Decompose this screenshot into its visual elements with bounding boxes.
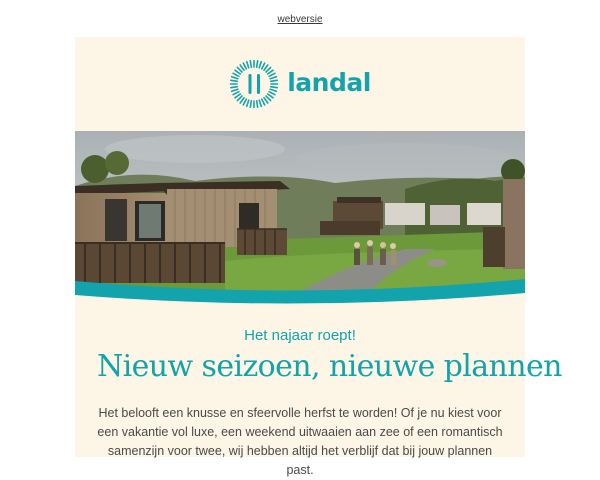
holiday-park-photo (75, 131, 525, 311)
sun-rays-logo-icon (229, 59, 279, 109)
brand-logo[interactable] (75, 37, 525, 131)
email-card (75, 37, 562, 477)
intro-section (75, 327, 562, 480)
kicker-text: Het najaar roept! (244, 327, 356, 344)
headline: Nieuw seizoen, nieuwe plannen (97, 349, 562, 384)
top-bar (0, 0, 600, 36)
hero-image[interactable] (75, 131, 525, 311)
brand-name: landal (287, 67, 371, 97)
webversion-link[interactable]: webversie (277, 13, 323, 25)
body-paragraph: Het belooft een knusse en sfeervolle herfst te worden! Of je nu kiest voor een vakantie vol luxe, een weekend uitwaaien aan zee of een romantisch samenzijn voor twee, wij hebben altijd het verblijf dat bij jouw plannen past. (97, 406, 503, 477)
